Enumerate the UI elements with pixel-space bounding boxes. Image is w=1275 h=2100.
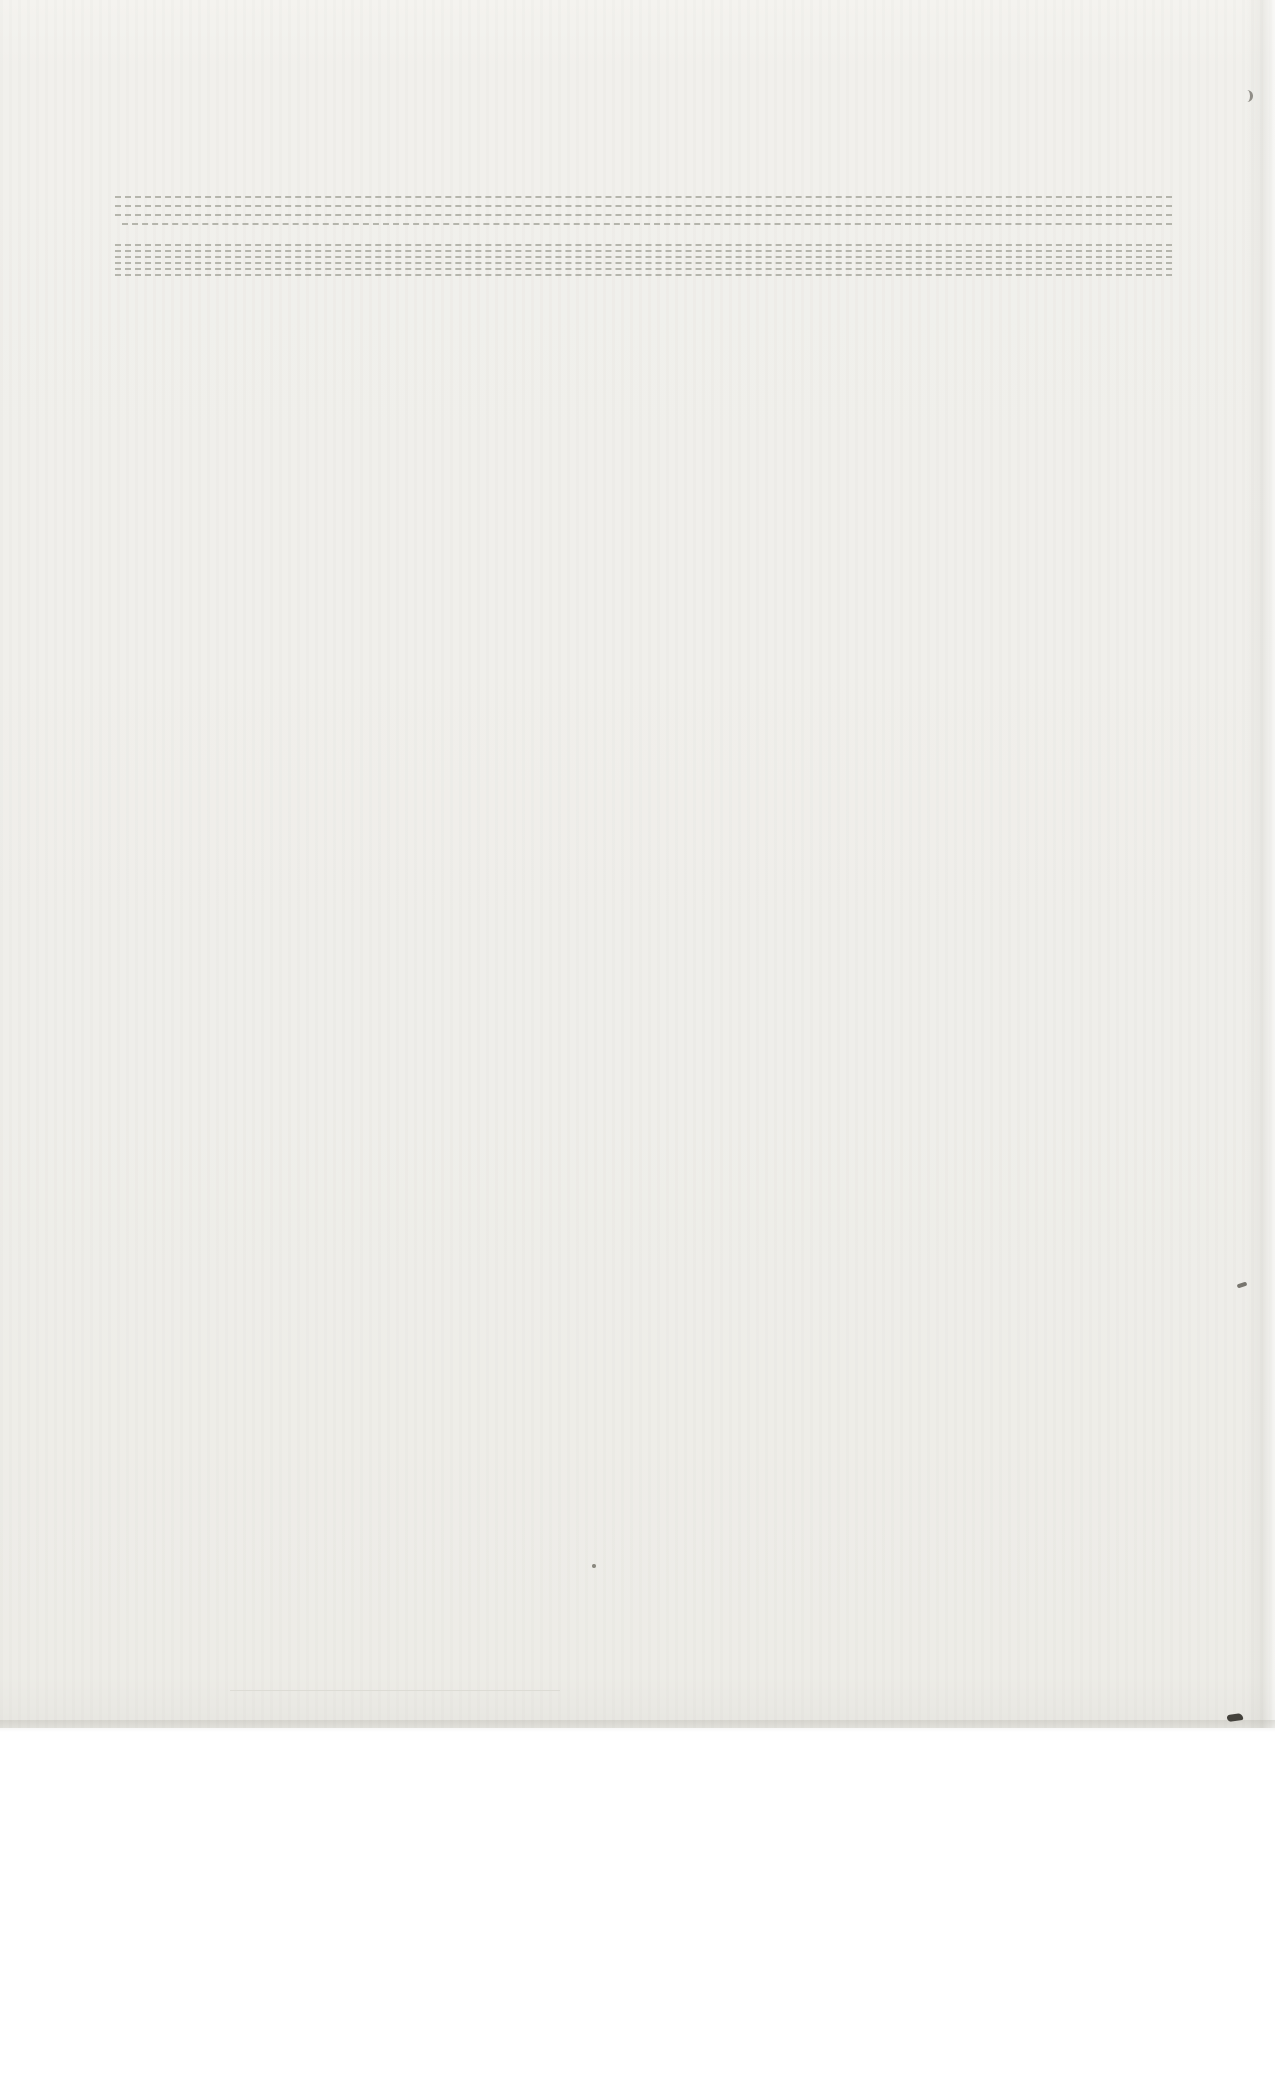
dashed-rule <box>115 205 1172 207</box>
ornament-border-left <box>80 78 104 1606</box>
dashed-rule <box>115 196 1172 198</box>
representative-row <box>106 223 1174 229</box>
address-row <box>106 214 1174 220</box>
document-body <box>106 186 1174 289</box>
dashed-rule <box>115 268 1172 270</box>
dashed-rule <box>122 223 1172 225</box>
section2-heading-row <box>106 274 1174 280</box>
paper-bottom-edge <box>0 1720 1275 1732</box>
dashed-rule <box>115 214 1172 216</box>
dashed-rule <box>115 244 1172 246</box>
ornament-border-bottom <box>84 1612 1244 1638</box>
dashed-rule <box>115 274 1172 276</box>
scan-right-shadow <box>1245 0 1275 1728</box>
org-name-row <box>106 196 1174 202</box>
ornament-border-right <box>1216 78 1240 1606</box>
dashed-rule <box>115 262 1172 264</box>
registration-row <box>106 205 1174 211</box>
scan-artifact-line <box>230 1690 560 1691</box>
scan-artifact-dot <box>592 1564 596 1568</box>
ornament-border-top <box>84 46 1244 72</box>
dashed-rule <box>115 256 1172 258</box>
dashed-rule <box>115 250 1172 252</box>
